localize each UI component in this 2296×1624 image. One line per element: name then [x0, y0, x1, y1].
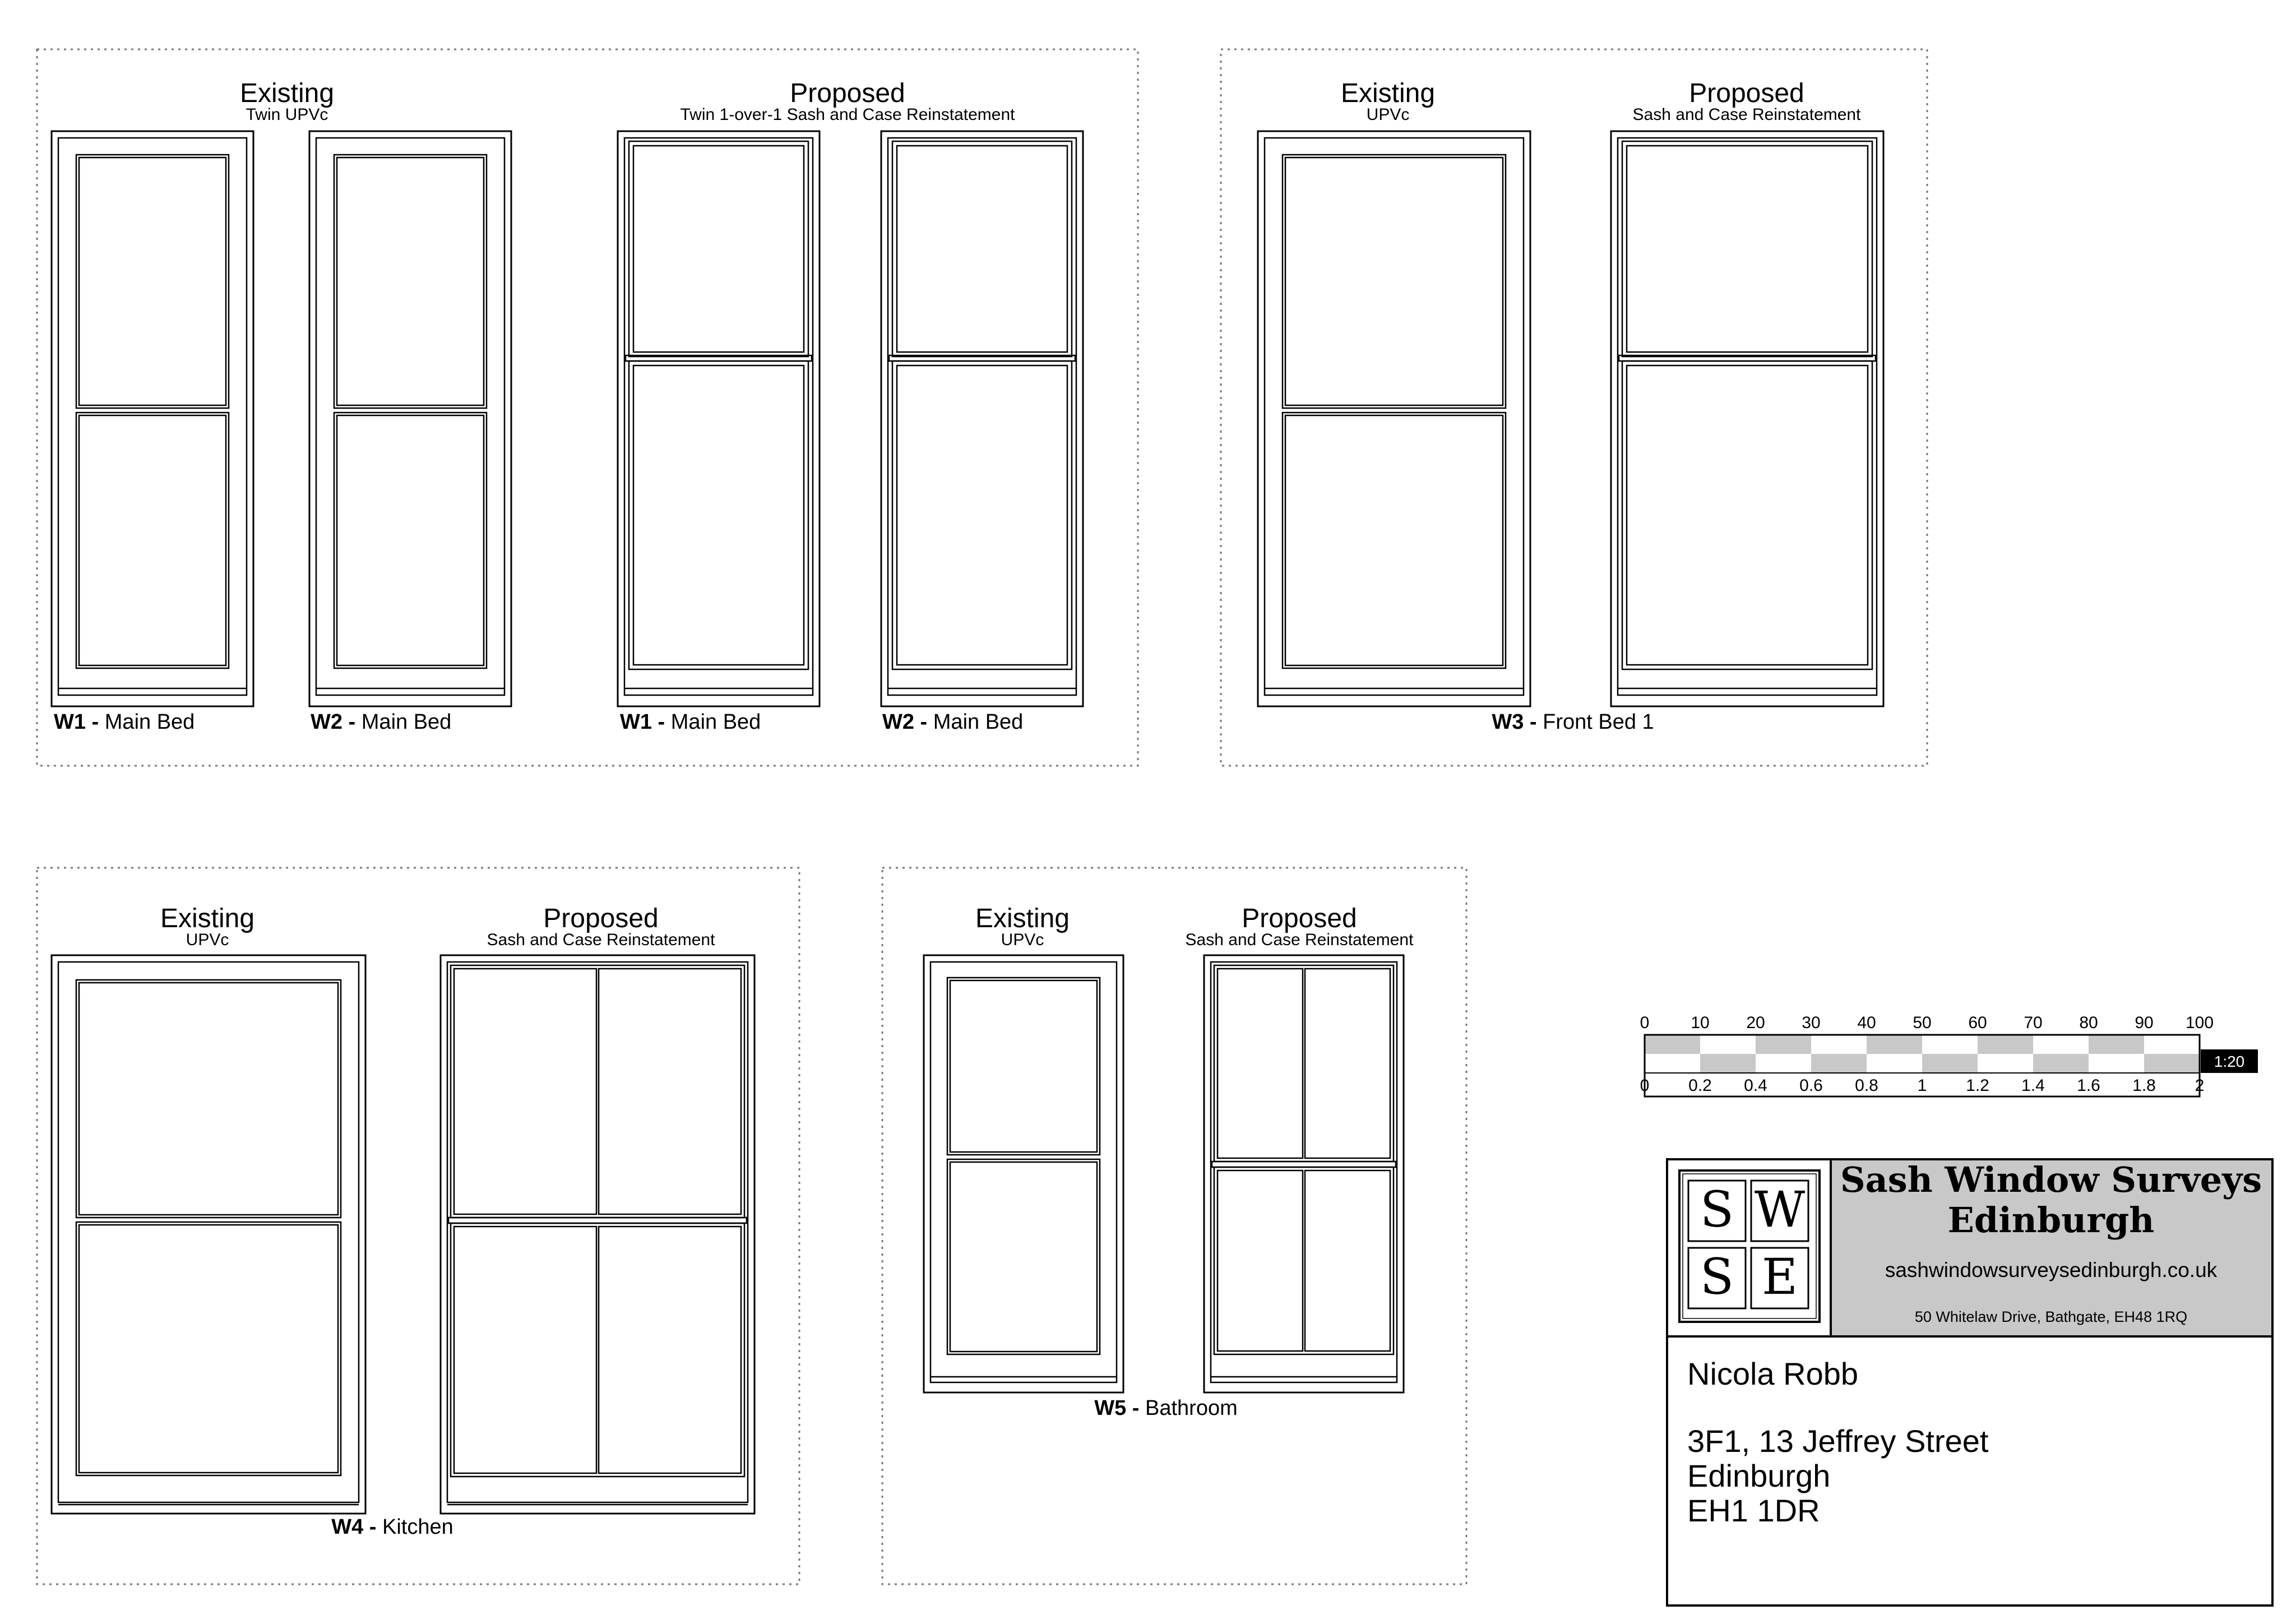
existing-subheading: UPVc: [1001, 931, 1044, 949]
company-address: 50 Whitelaw Drive, Bathgate, EH48 1RQ: [1914, 1308, 2188, 1325]
scale-cell-top-1: [1700, 1035, 1756, 1054]
window-elevation-existing-w5: [924, 955, 1123, 1392]
window-label-w2-existing: W2 - Main Bed: [311, 710, 452, 734]
scale-bottom-tick: 0.2: [1688, 1076, 1712, 1095]
proposed-heading: Proposed: [790, 78, 905, 108]
site-address-line3: EH1 1DR: [1687, 1493, 1820, 1528]
logo-letter-e: E: [1761, 1248, 1798, 1306]
scale-top-tick: 20: [1746, 1014, 1765, 1032]
window-elevation-existing-w2: [309, 131, 511, 706]
window-elevation-existing-w1: [52, 131, 253, 706]
window-elevation-proposed-w2: [881, 131, 1083, 706]
scale-top-tick: 70: [2024, 1014, 2043, 1032]
proposed-heading: Proposed: [1242, 904, 1357, 933]
scale-cell-top-9: [2144, 1035, 2200, 1054]
logo-letter-s: S: [1700, 1248, 1734, 1306]
group-w4: [37, 868, 799, 1584]
scale-top-tick: 90: [2135, 1014, 2154, 1032]
existing-subheading: UPVc: [1366, 105, 1410, 124]
scale-cell-top-4: [1867, 1035, 1922, 1054]
scale-bar: [1640, 1014, 2258, 1096]
scale-top-tick: 10: [1691, 1014, 1710, 1032]
proposed-heading: Proposed: [1689, 78, 1804, 108]
proposed-subheading: Sash and Case Reinstatement: [1632, 105, 1861, 124]
window-label-w1-proposed: W1 - Main Bed: [620, 710, 761, 734]
scale-cell-bottom-6: [1978, 1054, 2033, 1073]
scale-top-tick: 60: [1968, 1014, 1987, 1032]
scale-cell-top-5: [1922, 1035, 1978, 1054]
title-block: [1667, 1159, 2272, 1606]
proposed-heading: Proposed: [543, 904, 659, 933]
scale-cell-top-8: [2089, 1035, 2144, 1054]
existing-subheading: Twin UPVc: [246, 105, 328, 124]
scale-top-tick: 0: [1640, 1014, 1650, 1032]
site-address-line2: Edinburgh: [1687, 1458, 1831, 1493]
scale-cell-bottom-3: [1811, 1054, 1867, 1073]
scale-top-tick: 30: [1802, 1014, 1821, 1032]
existing-heading: Existing: [1340, 78, 1436, 108]
existing-heading: Existing: [160, 904, 255, 933]
scale-top-tick: 100: [2185, 1014, 2214, 1032]
company-name-line2: Edinburgh: [1947, 1200, 2155, 1241]
scale-cell-top-3: [1811, 1035, 1867, 1054]
proposed-subheading: Sash and Case Reinstatement: [1185, 931, 1414, 949]
logo-letter-w: W: [1754, 1181, 1806, 1238]
scale-cell-bottom-9: [2144, 1054, 2200, 1073]
scale-bottom-tick: 1.2: [1966, 1076, 1989, 1095]
scale-bottom-tick: 2: [2195, 1076, 2205, 1095]
scale-cell-bottom-0: [1645, 1054, 1700, 1073]
scale-bottom-tick: 0.4: [1744, 1076, 1767, 1095]
existing-subheading: UPVc: [186, 931, 229, 949]
scale-top-tick: 40: [1857, 1014, 1876, 1032]
company-name-line1: Sash Window Surveys: [1840, 1159, 2262, 1200]
group-w3: [1221, 49, 1927, 766]
proposed-subheading: Twin 1-over-1 Sash and Case Reinstatement: [680, 105, 1015, 124]
group-w5: [882, 868, 1466, 1584]
scale-cell-bottom-8: [2089, 1054, 2144, 1073]
company-website: sashwindowsurveysedinburgh.co.uk: [1885, 1259, 2218, 1281]
window-elevation-proposed-w5: [1204, 955, 1404, 1392]
window-elevation-proposed-w4: [441, 955, 754, 1514]
scale-bottom-tick: 1: [1917, 1076, 1927, 1095]
scale-bottom-tick: 1.6: [2077, 1076, 2100, 1095]
scale-bottom-ticks: [1640, 1076, 2205, 1095]
group-w1-w2: [37, 49, 1138, 766]
existing-heading: Existing: [975, 904, 1070, 933]
window-label-w2-proposed: W2 - Main Bed: [882, 710, 1024, 734]
scale-cell-top-0: [1645, 1035, 1700, 1054]
window-label-w1-existing: W1 - Main Bed: [54, 710, 195, 734]
window-elevation-existing-w4: [52, 955, 365, 1514]
window-elevation-proposed-w3: [1611, 131, 1883, 706]
scale-bar-cells: [1645, 1035, 2200, 1073]
window-label-w3: W3 - Front Bed 1: [1492, 710, 1654, 734]
scale-cell-top-7: [2033, 1035, 2089, 1054]
scale-cell-top-6: [1978, 1035, 2033, 1054]
scale-bottom-tick: 0: [1640, 1076, 1650, 1095]
scale-top-ticks: [1640, 1014, 2214, 1032]
scale-top-tick: 50: [1913, 1014, 1932, 1032]
window-elevation-existing-w3: [1258, 131, 1530, 706]
scale-bottom-tick: 0.6: [1799, 1076, 1823, 1095]
scale-cell-bottom-1: [1700, 1054, 1756, 1073]
existing-heading: Existing: [239, 78, 335, 108]
scale-cell-bottom-7: [2033, 1054, 2089, 1073]
client-name: Nicola Robb: [1687, 1356, 1859, 1391]
scale-cell-bottom-2: [1756, 1054, 1811, 1073]
scale-bottom-tick: 1.4: [2021, 1076, 2045, 1095]
window-label-w5: W5 - Bathroom: [1094, 1396, 1238, 1420]
site-address-line1: 3F1, 13 Jeffrey Street: [1687, 1423, 1989, 1459]
scale-cell-bottom-5: [1922, 1054, 1978, 1073]
scale-bottom-tick: 1.8: [2132, 1076, 2156, 1095]
scale-top-tick: 80: [2079, 1014, 2098, 1032]
scale-cell-top-2: [1756, 1035, 1811, 1054]
proposed-subheading: Sash and Case Reinstatement: [487, 931, 715, 949]
logo-letter-s: S: [1700, 1181, 1734, 1238]
scale-cell-bottom-4: [1867, 1054, 1922, 1073]
window-elevation-proposed-w1: [618, 131, 820, 706]
scale-bottom-tick: 0.8: [1855, 1076, 1878, 1095]
window-label-w4: W4 - Kitchen: [331, 1515, 453, 1539]
scale-ratio: 1:20: [2214, 1053, 2245, 1070]
